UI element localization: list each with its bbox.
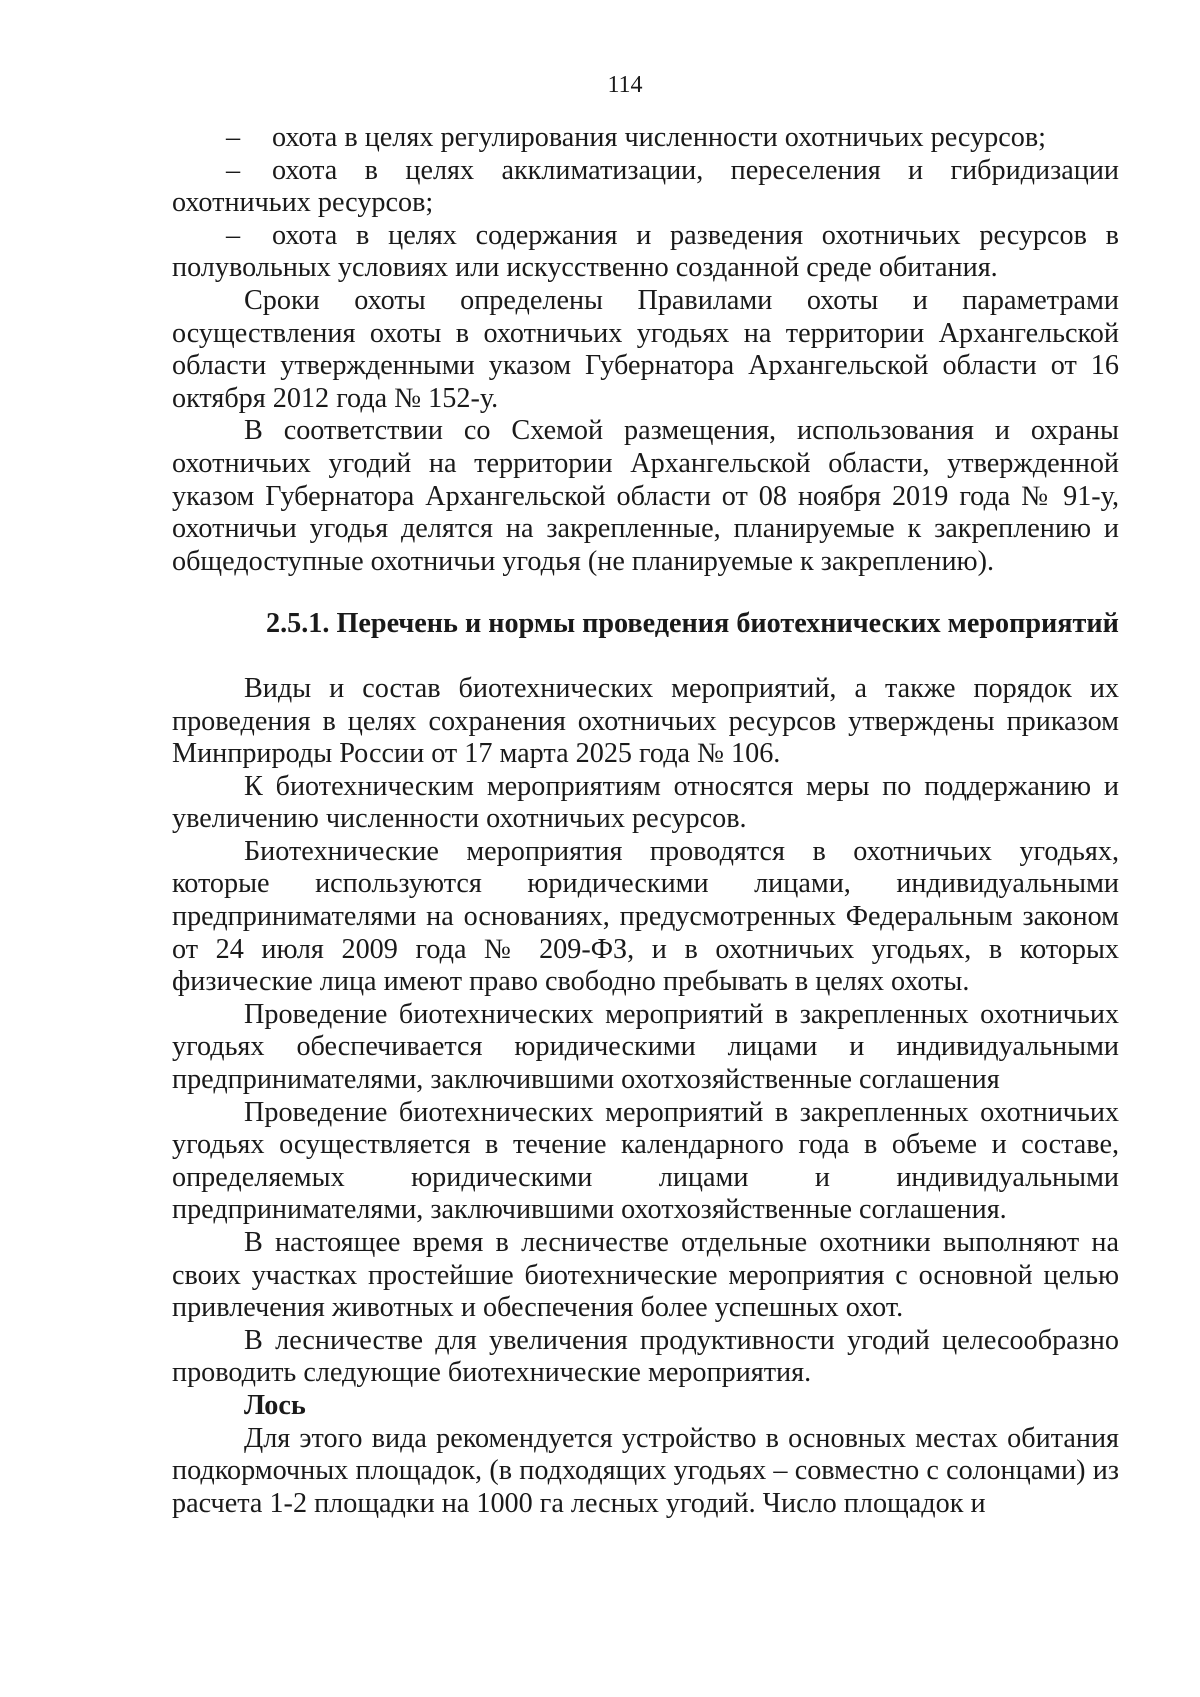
paragraph-biotech-where: Биотехнические мероприятия проводятся в охотничьих угодьях, которые используются юридическими лицами, индивидуальными предпринимателями на основаниях, предусмотренных Федеральным законом от 24 июля 2009 года № 209-ФЗ, и в охотничьих угодьях, в которых физические лица имеют право свободно пребывать в целях охоты. xyxy=(172,835,1119,998)
bullet-text: охота в целях регулирования численности охотничьих ресурсов; xyxy=(272,122,1046,153)
section-heading-wrap xyxy=(172,608,1119,641)
paragraph-forestry-current: В настоящее время в лесничестве отдельные охотники выполняют на своих участках простейшие биотехнические мероприятия с основной целью привлечения животных и обеспечения более успешных охот. xyxy=(172,1227,1119,1324)
bullet-dash: – xyxy=(226,219,241,251)
subheading-moose: Лось xyxy=(244,1389,306,1421)
bullet-item-1 xyxy=(172,122,1119,155)
paragraph-moose: Для этого вида рекомендуется устройство в основных местах обитания подкормочных площадок, (в подходящих угодьях – совместно с солонцами) из расчета 1-2 площадки на 1000 га лесных угодий. Число площадок и xyxy=(172,1422,1119,1519)
paragraph-biotech-measures: К биотехническим мероприятиям относятся меры по поддержанию и увеличению численности охотничьих ресурсов. xyxy=(172,770,1119,835)
paragraph-hunting-grounds: В соответствии со Схемой размещения, использования и охраны охотничьих угодий на территории Архангельской области, утвержденной указом Губернатора Архангельской области от 08 ноября 2019 года № 91-у, охотничьи угодья делятся на закрепленные, планируемые к закреплению и общедоступные охотничьи угодья (не планируемые к закреплению). xyxy=(172,415,1119,577)
bullet-text: охота в целях акклиматизации, переселения и гибридизации охотничьих ресурсов; xyxy=(172,154,1119,219)
section-heading: 2.5.1. Перечень и нормы проведения биотехнических мероприятий xyxy=(266,608,1119,640)
bullet-dash: – xyxy=(226,154,241,186)
paragraph-biotech-provision: Проведение биотехнических мероприятий в закрепленных охотничьих угодьях обеспечивается юридическими лицами и индивидуальными предпринимателями, заключившими охотхозяйственные соглашения xyxy=(172,998,1119,1096)
paragraph-hunting-dates: Сроки охоты определены Правилами охоты и параметрами осуществления охоты в охотничьих угодьях на территории Архангельской области утвержденными указом Губернатора Архангельской области от 16 октября 2012 года № 152-у. xyxy=(172,284,1119,414)
paragraph-biotech-types: Виды и состав биотехнических мероприятий, а также порядок их проведения в целях сохранения охотничьих ресурсов утверждены приказом Минприроды России от 17 марта 2025 года № 106. xyxy=(172,672,1119,770)
bullet-item-2 xyxy=(172,155,1119,220)
page-number: 114 xyxy=(607,72,643,98)
document-body xyxy=(172,122,1119,1520)
bullet-item-3 xyxy=(172,220,1119,285)
bullet-dash: – xyxy=(226,122,241,153)
bullet-text: охота в целях содержания и разведения охотничьих ресурсов в полувольных условиях или искусственно созданной среде обитания. xyxy=(172,219,1119,284)
paragraph-biotech-schedule: Проведение биотехнических мероприятий в закрепленных охотничьих угодьях осуществляется в течение календарного года в объеме и составе, определяемых юридическими лицами и индивидуальными предпринимателями, заключившими охотхозяйственные соглашения. xyxy=(172,1096,1119,1226)
paragraph-forestry-recommend: В лесничестве для увеличения продуктивности угодий целесообразно проводить следующие биотехнические мероприятия. xyxy=(172,1324,1119,1389)
